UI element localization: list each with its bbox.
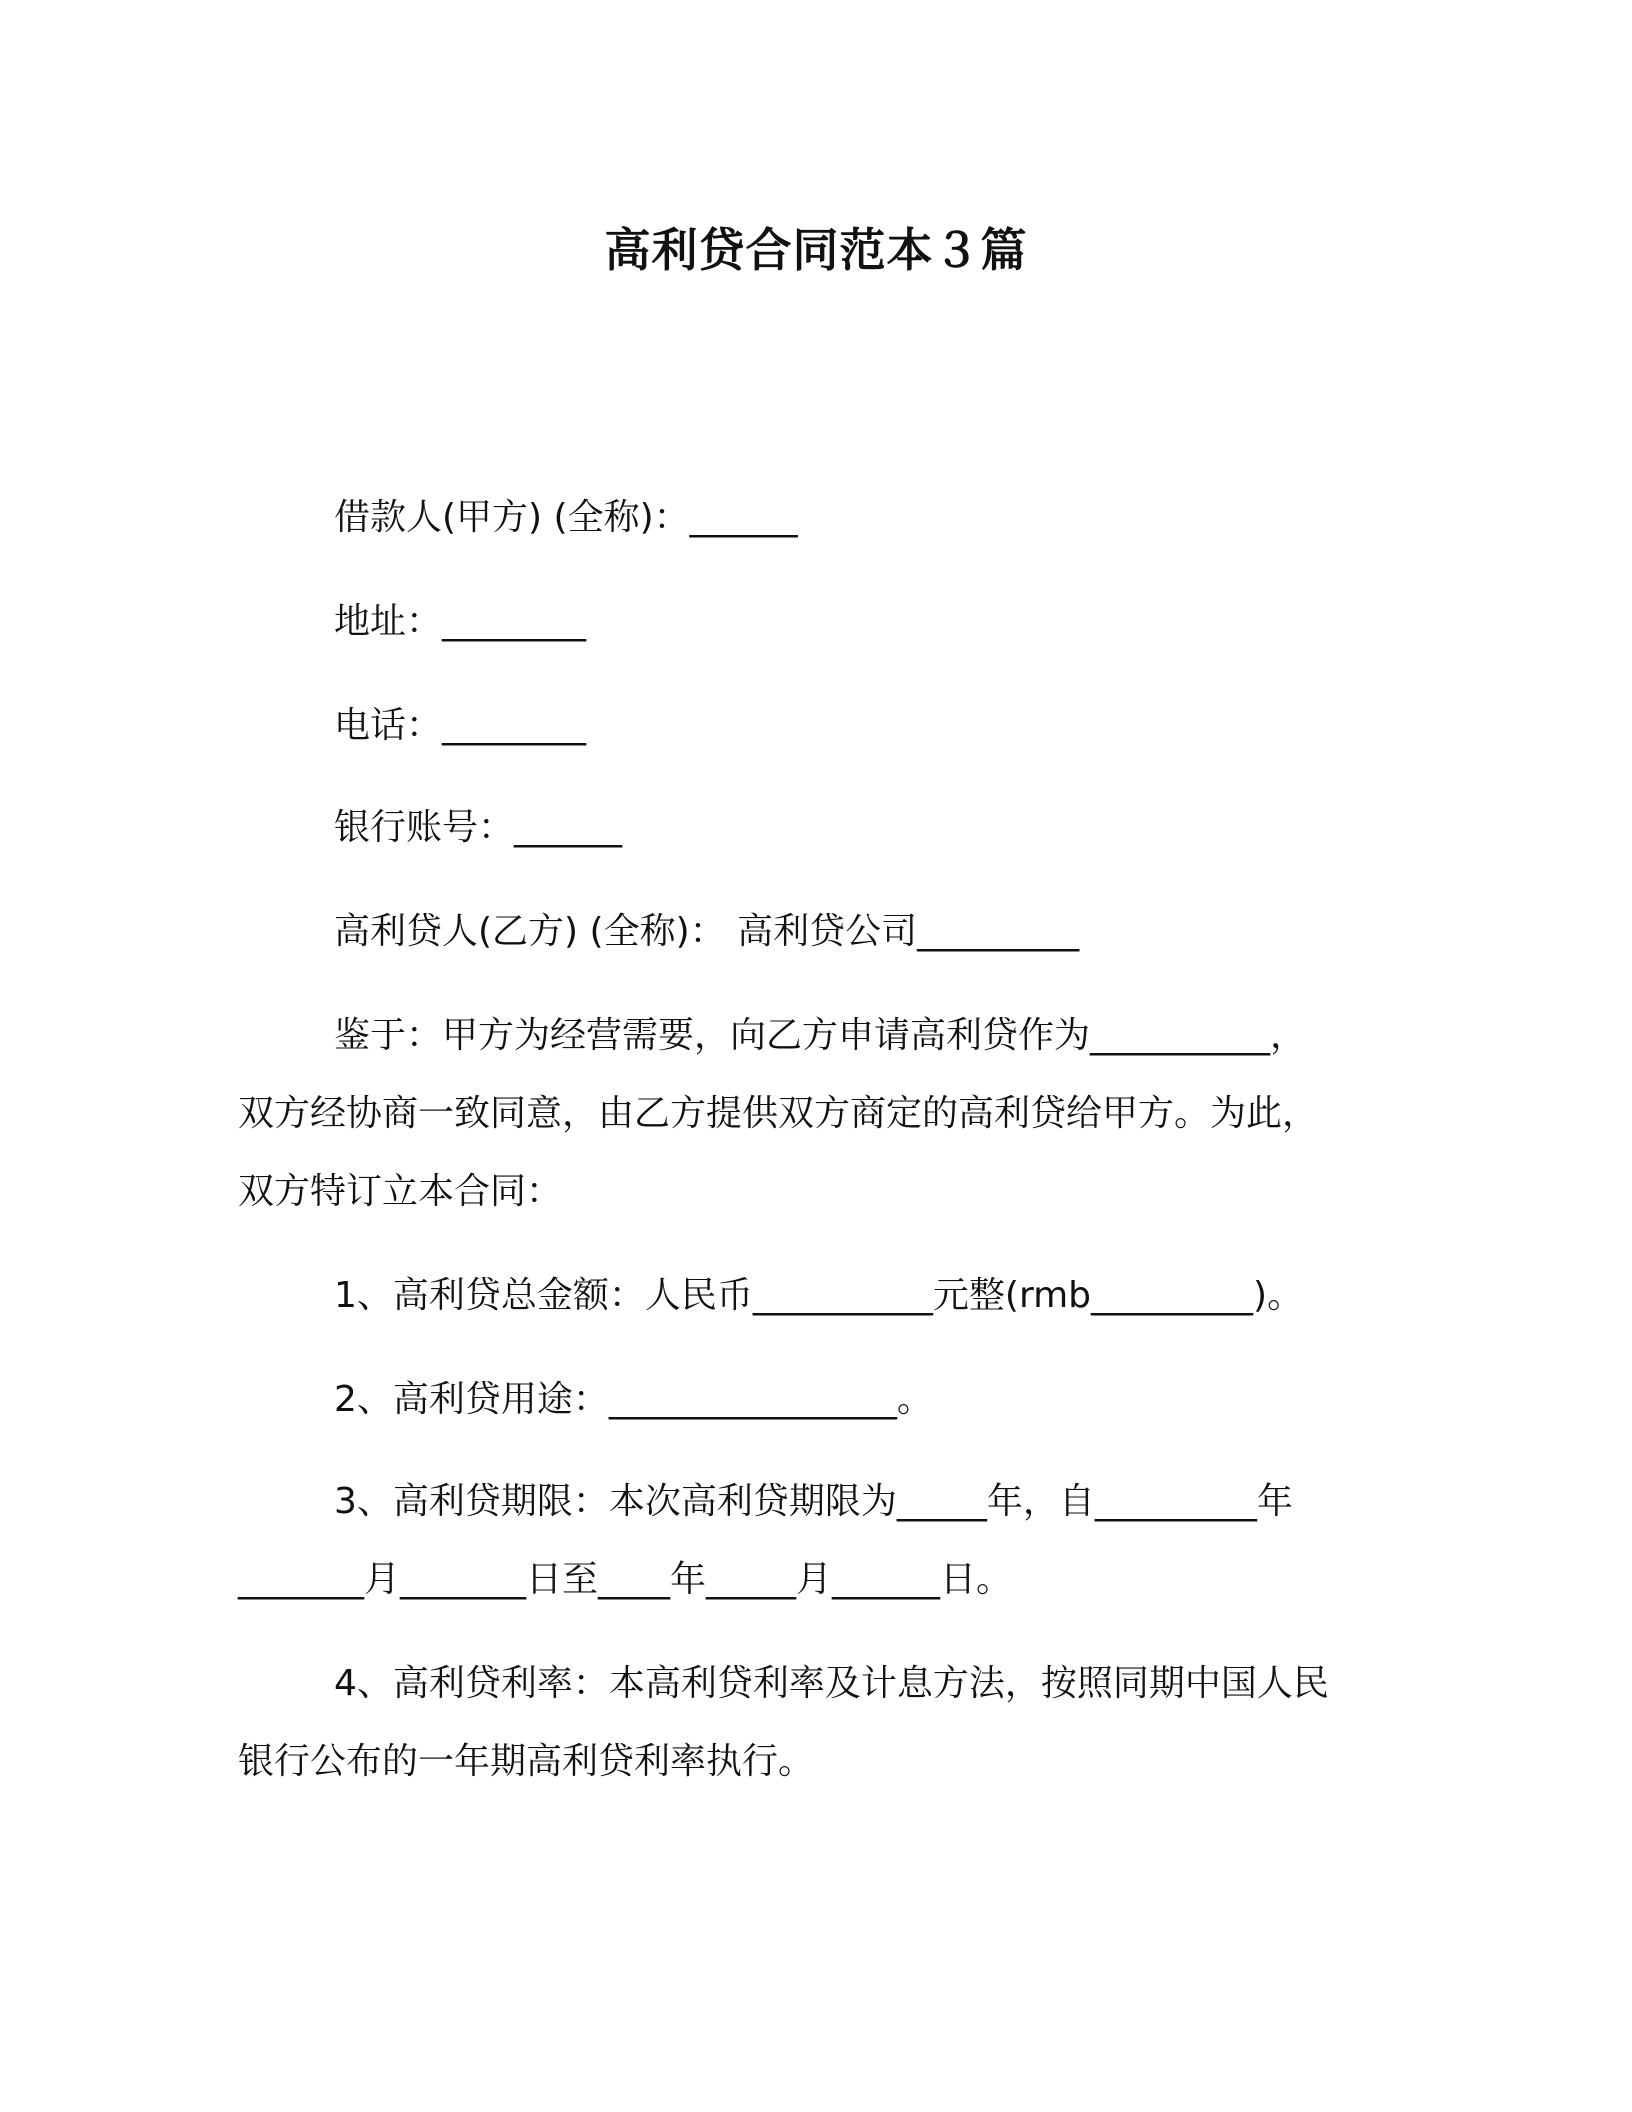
preamble-line-3: 双方特订立本合同： bbox=[238, 1171, 563, 1212]
lender-name-line: 高利贷人(乙方) (全称)： 高利贷公司_________ bbox=[334, 911, 1080, 952]
clause-1-amount: 1、高利贷总金额：人民币__________元整(rmb_________)。 bbox=[334, 1275, 1304, 1316]
clause-4-rate-line-2: 银行公布的一年期高利贷利率执行。 bbox=[238, 1741, 815, 1782]
phone-line: 电话：________ bbox=[334, 705, 587, 746]
preamble-line-1: 鉴于：甲方为经营需要，向乙方申请高利贷作为__________， bbox=[334, 1015, 1307, 1056]
bank-account-line: 银行账号：______ bbox=[334, 807, 623, 848]
clause-3-term-line-1: 3、高利贷期限：本次高利贷期限为_____年，自_________年 bbox=[334, 1481, 1293, 1522]
clause-3-term-line-2: _______月_______日至____年_____月______日。 bbox=[238, 1559, 1012, 1600]
borrower-name-line: 借款人(甲方) (全称)：______ bbox=[334, 497, 798, 538]
address-line: 地址：________ bbox=[334, 601, 587, 642]
preamble-line-2: 双方经协商一致同意，由乙方提供双方商定的高利贷给甲方。为此， bbox=[238, 1093, 1319, 1134]
document-title: 高利贷合同范本３篇 bbox=[604, 223, 1028, 277]
clause-4-rate-line-1: 4、高利贷利率：本高利贷利率及计息方法，按照同期中国人民 bbox=[334, 1663, 1329, 1704]
clause-2-purpose: 2、高利贷用途：________________。 bbox=[334, 1379, 933, 1420]
